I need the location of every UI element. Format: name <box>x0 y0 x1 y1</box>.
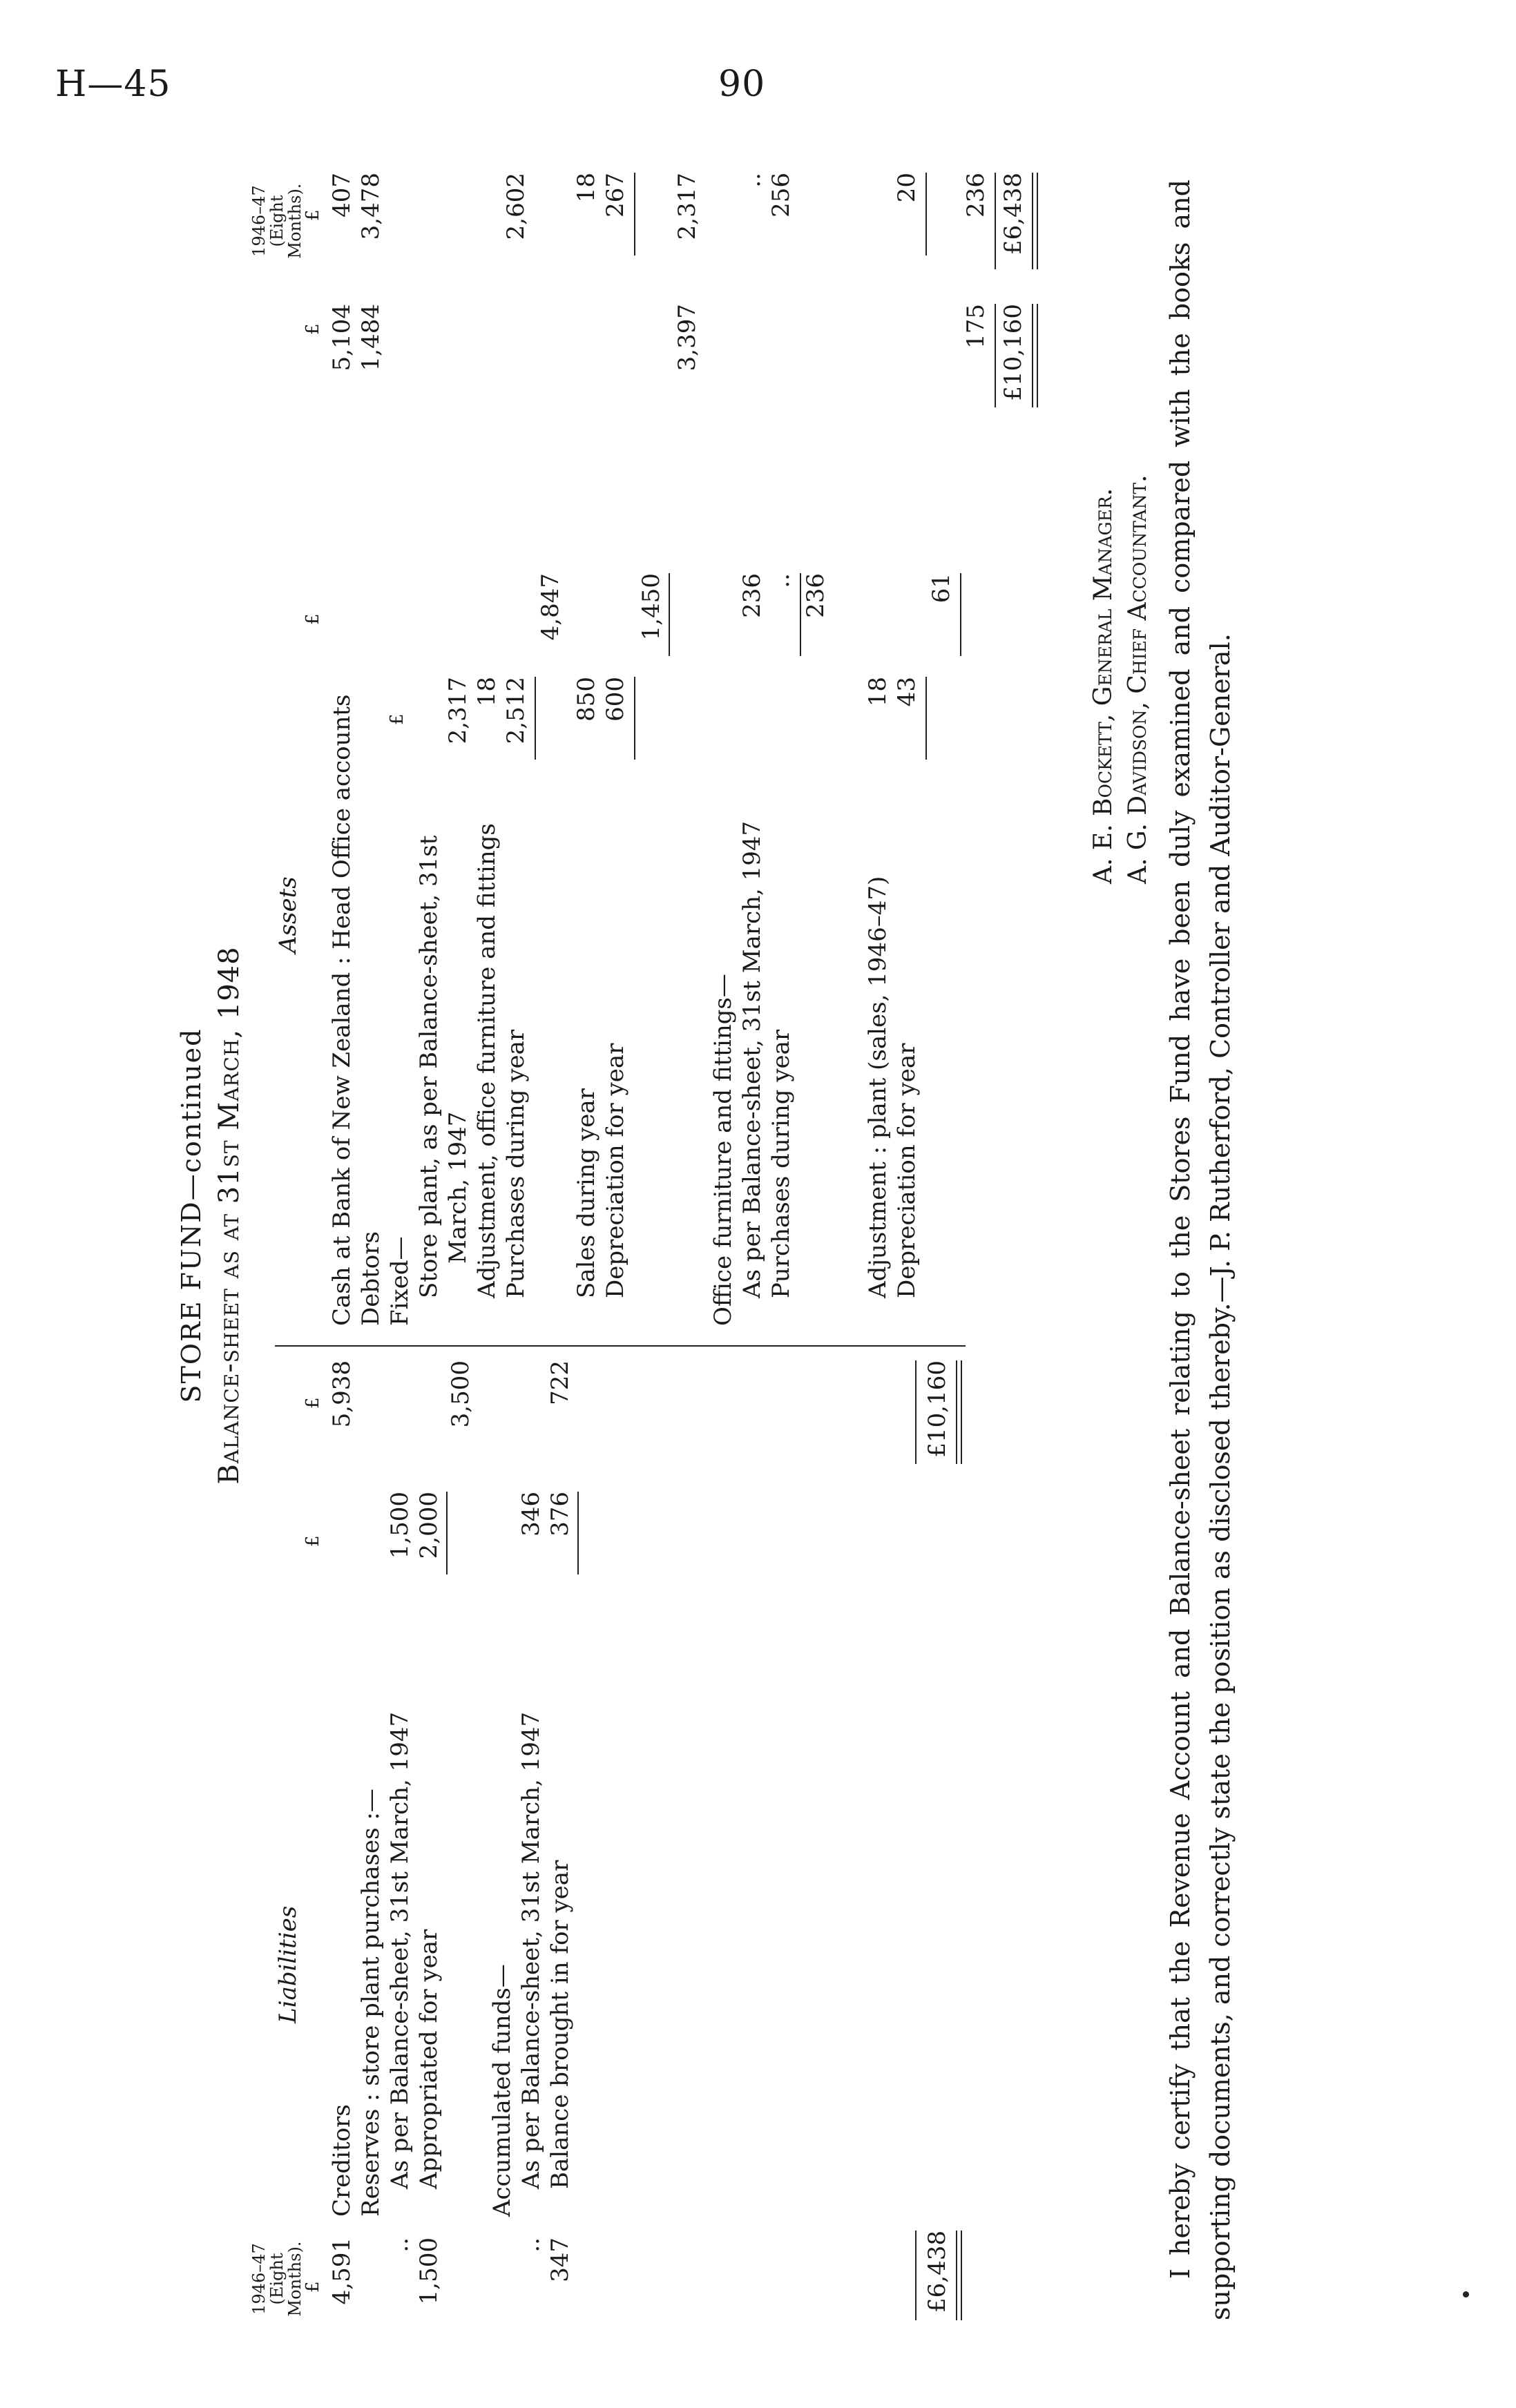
accum-bal-prev: 347 <box>546 2237 574 2282</box>
office-purch-label: Purchases during year <box>767 1029 795 1298</box>
office-label: Office furniture and fittings— <box>709 974 737 1326</box>
office-purch-b: .. <box>767 573 795 588</box>
accum-bs-label: As per Balance-sheet, 31st March, 1947 <box>517 1711 545 2189</box>
stray-mark <box>1463 2291 1469 2298</box>
office-bs-prev: .. <box>738 173 766 188</box>
cash-prev: 407 <box>328 173 356 218</box>
assets-total-rule <box>995 304 996 407</box>
office-deprec-a: 43 <box>893 677 921 707</box>
purchases-prev: 2,602 <box>502 173 530 240</box>
debtors-label: Debtors <box>357 1231 385 1326</box>
plant-b-rule <box>669 573 670 656</box>
plant-label-2: March, 1947 <box>444 1111 472 1264</box>
reserves-bs-prev: .. <box>386 2237 414 2253</box>
office-net: 175 <box>962 304 990 349</box>
office-rule <box>800 573 801 656</box>
cash-label: Cash at Bank of New Zealand : Head Office accounts <box>328 694 356 1326</box>
deprec-b: 1,450 <box>637 573 665 641</box>
sheet-title: Balance-sheet as at 31st March, 1948 <box>213 946 245 1485</box>
auditor-certificate: I hereby certify that the Revenue Account and Balance-sheet relating to the Stores Fund have been duly examined and compared with the books and supporting documents, and correctly state the position as disclosed thereby.—J. P. Rutherford, Controller and Auditor-General. <box>1165 180 1236 2320</box>
signature-general-manager: A. E. Bockett, General Manager. <box>1089 488 1117 884</box>
reserves-rule <box>446 1492 448 1574</box>
liab-prev-total-dbl <box>956 2231 962 2320</box>
office-sub: 236 <box>802 573 829 618</box>
office-deprec-label: Depreciation for year <box>893 1043 921 1298</box>
office-b-rule <box>960 573 961 656</box>
office-deprec-prev: 20 <box>893 173 921 203</box>
accum-bal-amount: 376 <box>546 1492 574 1537</box>
assets-prev-pound: £ <box>303 209 323 221</box>
creditors-prev: 4,591 <box>328 2237 356 2305</box>
reserves-app-prev: 1,500 <box>415 2237 443 2305</box>
office-deprec-b: 61 <box>928 573 955 604</box>
sales-a: 850 <box>573 677 600 722</box>
assets-b-pound: £ <box>303 613 323 625</box>
liabilities-heading: Liabilities <box>274 1905 302 2023</box>
liab-total-pound: £ <box>303 1397 323 1409</box>
adjust-a: 18 <box>473 677 501 707</box>
reserves-label: Reserves : store plant purchases :— <box>357 1789 385 2217</box>
creditors-label: Creditors <box>328 2104 356 2217</box>
assets-prev-total: £6,438 <box>999 173 1027 255</box>
center-divider <box>275 1345 966 1347</box>
purchases-a: 2,512 <box>502 677 530 744</box>
liab-total-dbl <box>956 1360 962 1464</box>
liab-grand-total: £10,160 <box>923 1360 951 1458</box>
accum-rule <box>577 1492 579 1574</box>
office-prev-rule <box>925 173 927 256</box>
purchases-rule <box>535 677 536 760</box>
purchases-b: 4,847 <box>537 573 564 641</box>
assets-a-pound: £ <box>387 713 407 725</box>
liab-total-rule <box>915 1360 917 1464</box>
assets-grand-total: £10,160 <box>999 304 1027 401</box>
office-deprec-rule <box>925 677 927 760</box>
balance-sheet-rotated <box>173 124 1347 2320</box>
accum-bs-prev: .. <box>517 2237 545 2253</box>
office-net-prev: 236 <box>962 173 990 218</box>
accum-bal-label: Balance brought in for year <box>546 1860 574 2189</box>
cash-amount: 5,104 <box>328 304 356 372</box>
reserves-total: 3,500 <box>447 1360 474 1428</box>
plant-a: 2,317 <box>444 677 472 744</box>
assets-heading: Assets <box>274 876 302 953</box>
sales-label: Sales during year <box>573 1088 600 1298</box>
accum-total: 722 <box>546 1360 574 1405</box>
fixed-label: Fixed— <box>386 1236 414 1326</box>
plant-prev-rule <box>634 173 635 256</box>
deprec-label: Depreciation for year <box>602 1043 629 1298</box>
liab-prev-pound: £ <box>303 2281 323 2293</box>
purchases-label: Purchases during year <box>502 1029 530 1298</box>
liab-prev-col-header: 1946–47 (Eight Months). <box>249 2241 305 2317</box>
liab-prev-total: £6,438 <box>923 2231 951 2313</box>
reserves-app-label: Appropriated for year <box>415 1929 443 2189</box>
adj-plant-label: Adjustment : plant (sales, 1946–47) <box>864 876 892 1298</box>
adj-plant-a: 18 <box>864 677 892 707</box>
document-code: H—45 <box>55 64 171 105</box>
plant-label-1: Store plant, as per Balance-sheet, 31st <box>415 835 443 1298</box>
fund-title: STORE FUND—continued <box>176 1028 207 1403</box>
office-bs-label: As per Balance-sheet, 31st March, 1947 <box>738 820 766 1298</box>
adjust-label: Adjustment, office furniture and fittings <box>473 823 501 1298</box>
creditors-total: 5,938 <box>328 1360 356 1428</box>
accum-bs-amount: 346 <box>517 1492 545 1537</box>
page-number: 90 <box>718 64 766 105</box>
deprec-rule <box>634 677 635 760</box>
assets-prev-total-dbl <box>1032 173 1038 269</box>
office-bs-b: 236 <box>738 573 766 618</box>
assets-prev-col-header: 1946–47 (Eight Months). <box>249 183 305 259</box>
deprec-prev: 267 <box>602 173 629 218</box>
liab-amount-pound: £ <box>303 1535 323 1547</box>
signature-chief-accountant: A. G. Davidson, Chief Accountant. <box>1124 474 1152 884</box>
reserves-app-amount: 2,000 <box>415 1492 443 1559</box>
assets-prev-total-rule <box>995 173 996 269</box>
sales-prev: 18 <box>573 173 600 203</box>
plant-net: 3,397 <box>673 304 701 372</box>
reserves-bs-amount: 1,500 <box>386 1492 414 1559</box>
plant-net-prev: 2,317 <box>673 173 701 240</box>
assets-total-dbl <box>1032 304 1038 407</box>
debtors-amount: 1,484 <box>357 304 385 372</box>
reserves-bs-label: As per Balance-sheet, 31st March, 1947 <box>386 1711 414 2189</box>
accum-label: Accumulated funds— <box>488 1964 516 2217</box>
assets-total-pound: £ <box>303 323 323 335</box>
office-purch-prev: 256 <box>767 173 795 218</box>
debtors-prev: 3,478 <box>357 173 385 240</box>
liab-prev-total-rule <box>915 2231 917 2320</box>
deprec-a: 600 <box>602 677 629 722</box>
